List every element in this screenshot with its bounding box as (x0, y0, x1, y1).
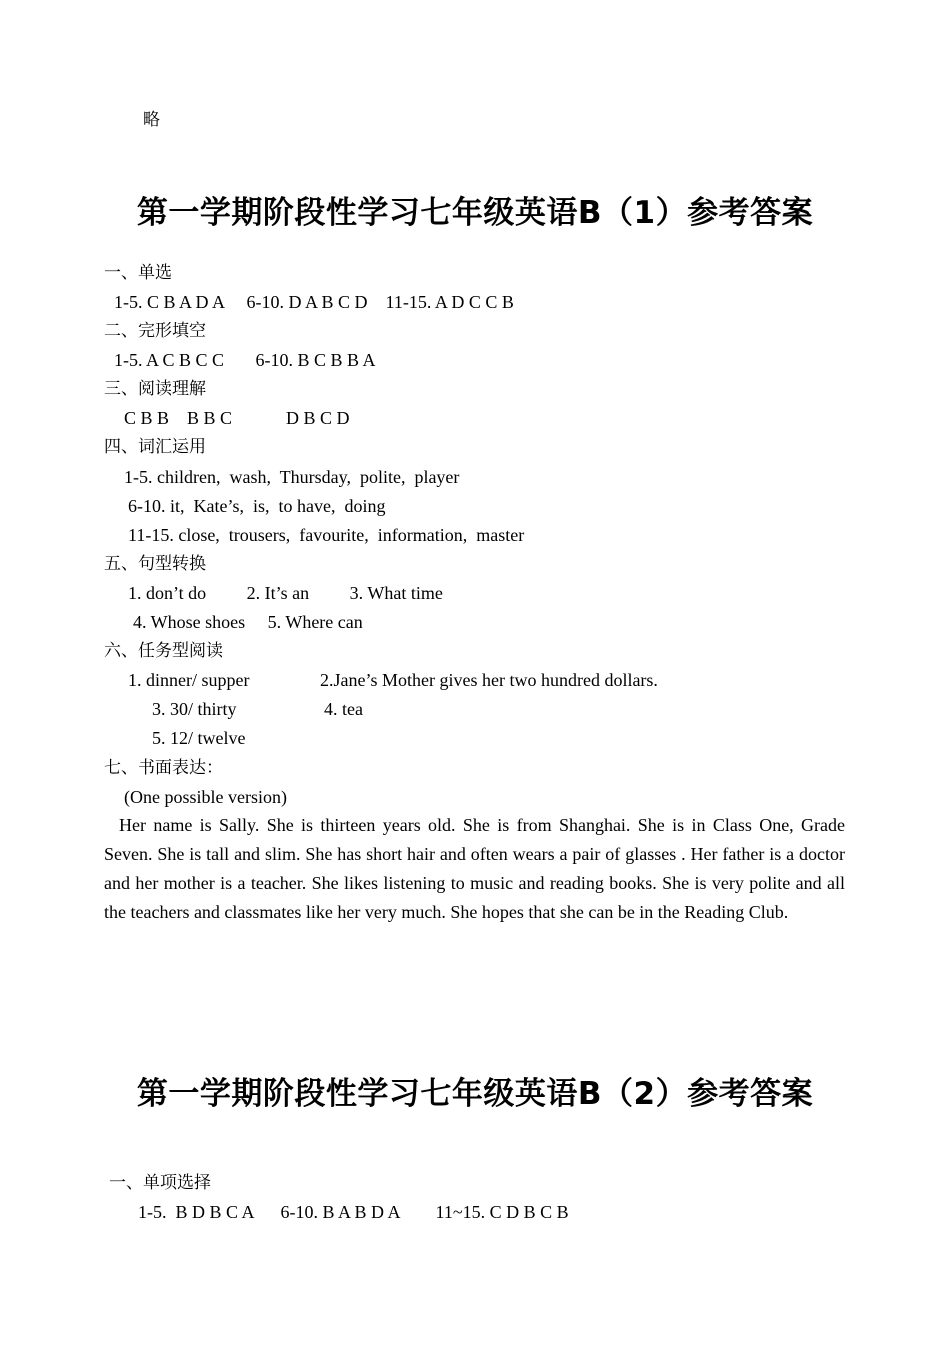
answer-task-5: 5. 12/ twelve (152, 728, 246, 748)
section2-title: 第一学期阶段性学习七年级英语B（2）参考答案 (136, 1076, 814, 1112)
writing-essay: Her name is Sally. She is thirteen years old. She is from Shanghai. She is in Class One, Grade Seven. She is tall and slim. She has short hair and often wears a pair of glasses . Her father is a doctor and her mother is a teacher. She likes listening to music and reading books. She is very polite and all the teachers and classmates like her very much. She hopes that she can be in the Reading Club. (104, 815, 845, 922)
answers-single-choice: 1-5. C B A D A 6-10. D A B C D 11-15. A D C C B (114, 292, 514, 312)
answers-sentence-1: 1. don’t do 2. It’s an 3. What time (128, 583, 443, 603)
answer-task-4: 4. tea (324, 699, 363, 719)
writing-note: (One possible version) (124, 787, 287, 807)
answers-reading: C B B B B C D B C D (124, 408, 350, 428)
heading-cloze: 二、完形填空 (104, 321, 206, 341)
heading-writing: 七、书面表达： (104, 758, 223, 778)
answers-vocabulary-2: 6-10. it, Kate’s, is, to have, doing (128, 496, 386, 516)
heading-single-option: 一、单项选择 (109, 1173, 211, 1193)
heading-sentence-transform: 五、句型转换 (104, 554, 206, 574)
heading-vocabulary: 四、词汇运用 (104, 437, 206, 457)
answer-task-2: 2.Jane’s Mother gives her two hundred dollars. (320, 670, 658, 690)
answer-task-3: 3. 30/ thirty (152, 699, 237, 719)
section1-title: 第一学期阶段性学习七年级英语B（1）参考答案 (136, 195, 814, 231)
answers-vocabulary-1: 1-5. children, wash, Thursday, polite, player (124, 467, 460, 487)
answers-sentence-2: 4. Whose shoes 5. Where can (133, 612, 363, 632)
heading-task-reading: 六、任务型阅读 (104, 641, 223, 661)
answers-vocabulary-3: 11-15. close, trousers, favourite, information, master (128, 525, 525, 545)
answer-task-1: 1. dinner/ supper (128, 670, 250, 690)
answers-cloze: 1-5. A C B C C 6-10. B C B B A (114, 350, 376, 370)
answers-single-option: 1-5. B D B C A 6-10. B A B D A 11~15. C D B C B (138, 1202, 569, 1222)
heading-single-choice: 一、单选 (104, 263, 172, 283)
heading-reading: 三、阅读理解 (104, 379, 206, 399)
top-note: 略 (143, 110, 160, 130)
